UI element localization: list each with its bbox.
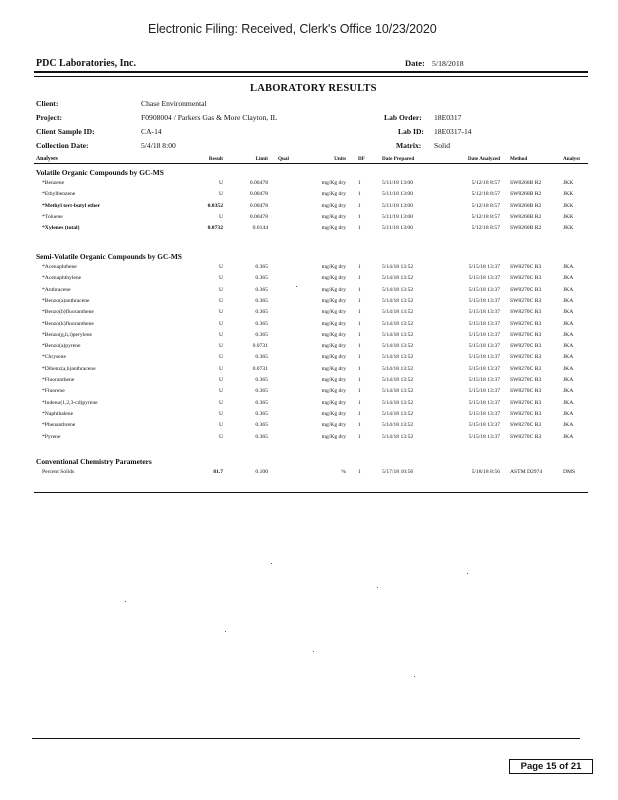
cell-analyst: JKK [563,191,574,198]
cell-df: 1 [358,422,361,429]
cell-result: U [218,343,223,350]
client-value: Chase Environmental [141,99,207,108]
cell-result: U [218,399,223,406]
project-value: F0908004 / Parkers Gas & More Clayton, IL [141,113,278,122]
cell-result: U [218,410,223,417]
cell-analysis: *Benzo(a)pyrene [42,343,81,350]
cell-analysis: *Benzene [42,180,65,186]
cell-limit: 0.0144 [252,225,268,232]
section-title: Conventional Chemistry Parameters [36,457,152,466]
cell-method: SW8270C R3 [510,365,542,372]
cell-limit: 0.365 [255,320,268,327]
cell-analyst: JKA [563,410,574,417]
cell-date-prepared: 5/14/18 13:52 [382,410,414,417]
project-label: Project: [36,113,62,122]
cell-units: mg/Kg dry [321,433,346,440]
cell-limit: 0.365 [255,354,268,361]
column-header-method: Method [510,156,528,162]
cell-date-prepared: 5/14/18 13:52 [382,264,414,270]
cell-analyst: JKA [563,422,574,429]
cell-df: 1 [358,286,361,293]
cell-result: U [218,297,223,304]
company-name: PDC Laboratories, Inc. [36,58,136,69]
cell-date-prepared: 5/11/18 13:00 [382,191,414,198]
cell-units: mg/Kg dry [321,365,346,372]
cell-analysis: *Ethylbenzene [42,191,76,198]
column-header-date-analyzed: Date Analyzed [467,156,500,162]
cell-df: 1 [358,225,361,232]
column-header-analyst: Analyst [563,156,581,162]
cell-df: 1 [358,354,361,361]
cell-units: mg/Kg dry [321,399,346,406]
cell-units: mg/Kg dry [321,343,346,350]
client-label: Client: [36,99,59,108]
cell-result: U [218,180,223,186]
cell-df: 1 [358,433,361,440]
cell-method: SW8270C R3 [510,331,542,338]
cell-date-analyzed: 5/15/18 13:37 [468,309,500,316]
collection-date-value: 5/4/18 8:00 [141,141,176,150]
cell-df: 1 [358,388,361,395]
cell-date-prepared: 5/14/18 13:52 [382,275,414,282]
cell-units: mg/Kg dry [321,213,346,220]
cell-result: U [218,191,223,198]
section-title: Semi-Volatile Organic Compounds by GC-MS [36,252,182,261]
footer-rule [32,738,580,739]
cell-date-analyzed: 5/12/18 8:57 [471,225,500,232]
cell-date-analyzed: 5/12/18 8:57 [471,191,500,198]
cell-limit: 0.365 [255,309,268,316]
cell-analyst: JKA [563,297,574,304]
cell-date-prepared: 5/14/18 13:52 [382,399,414,406]
cell-units: mg/Kg dry [321,286,346,293]
column-header-date-prepared: Date Prepared [382,156,415,162]
cell-limit: 0.365 [255,410,268,417]
cell-analysis: *Benzo(g,h,i)perylene [42,331,93,338]
cell-date-analyzed: 5/12/18 8:57 [471,202,500,209]
cell-analysis: *Acenaphthene [42,264,77,270]
cell-analyst: JKA [563,354,574,361]
cell-method: SW8260B R2 [510,202,542,209]
cell-method: SW8260B R2 [510,180,542,186]
cell-analysis: *Acenaphthylene [42,275,82,282]
cell-analyst: JKA [563,275,574,282]
cell-analyst: JKA [563,320,574,327]
cell-result: U [218,264,223,270]
cell-df: 1 [358,377,361,383]
scan-speck [414,676,415,677]
cell-analyst: JKK [563,213,574,220]
cell-date-analyzed: 5/12/18 8:57 [471,180,500,186]
cell-date-prepared: 5/14/18 13:52 [382,433,414,440]
cell-units: mg/Kg dry [321,309,346,316]
cell-date-prepared: 5/11/18 13:00 [382,213,414,220]
cell-df: 1 [358,297,361,304]
cell-limit: 0.100 [255,469,268,475]
cell-date-analyzed: 5/15/18 13:37 [468,320,500,327]
cell-result: U [218,331,223,338]
cell-date-prepared: 5/14/18 13:52 [382,297,414,304]
cell-analysis: *Anthracene [42,286,71,293]
column-header-qual: Qual [278,156,289,162]
cell-date-analyzed: 5/15/18 13:37 [468,264,500,270]
cell-result: U [218,354,223,361]
cell-analysis: *Fluoranthene [42,377,75,383]
cell-method: SW8260B R2 [510,225,542,232]
cell-units: mg/Kg dry [321,410,346,417]
cell-date-analyzed: 5/15/18 13:37 [468,297,500,304]
cell-units: mg/Kg dry [321,275,346,282]
cell-limit: 0.365 [255,275,268,282]
cell-limit: 0.00478 [249,180,268,186]
matrix-label: Matrix: [396,141,422,150]
cell-date-prepared: 5/14/18 13:52 [382,365,414,372]
cell-units: mg/Kg dry [321,180,346,186]
column-header-df: DF [358,156,365,162]
cell-limit: 0.00478 [249,191,268,198]
cell-analyst: JKA [563,331,574,338]
cell-date-analyzed: 5/15/18 13:37 [468,331,500,338]
scan-speck [467,573,468,574]
cell-analysis: *Benzo(k)fluoranthene [42,320,94,327]
sample-id-label: Client Sample ID: [36,127,95,136]
cell-analysis: *Benzo(b)fluoranthene [42,309,94,316]
cell-df: 1 [358,202,361,209]
cell-result: 0.0732 [207,225,223,232]
cell-limit: 0.365 [255,399,268,406]
cell-limit: 0.365 [255,422,268,429]
cell-date-analyzed: 5/15/18 13:37 [468,286,500,293]
column-header-limit: Limit [255,156,268,162]
cell-limit: 0.365 [255,264,268,270]
cell-date-analyzed: 5/18/18 8:56 [471,469,500,475]
cell-analyst: JKA [563,286,574,293]
cell-analysis: Percent Solids [42,469,75,475]
sample-id-value: CA-14 [141,127,162,136]
cell-method: SW8270C R3 [510,309,542,316]
cell-analysis: *Naphthalene [42,410,74,417]
cell-result: U [218,422,223,429]
cell-date-prepared: 5/14/18 13:52 [382,377,414,383]
cell-analysis: *Indeno(1,2,3-cd)pyrene [42,399,98,406]
cell-units: % [341,469,346,475]
cell-method: SW8270C R3 [510,354,542,361]
scan-speck [271,563,272,564]
cell-date-prepared: 5/14/18 13:52 [382,286,414,293]
cell-result: U [218,320,223,327]
cell-units: mg/Kg dry [321,331,346,338]
cell-analysis: *Xylenes (total) [42,225,80,232]
cell-analyst: JKA [563,343,574,350]
cell-limit: 0.00478 [249,213,268,220]
cell-limit: 0.365 [255,388,268,395]
cell-analysis: *Phenanthrene [42,422,76,429]
cell-method: SW8260B R2 [510,213,542,220]
cell-analyst: JKA [563,365,574,372]
cell-analyst: JKA [563,264,574,270]
collection-date-label: Collection Date: [36,141,89,150]
cell-df: 1 [358,275,361,282]
cell-date-analyzed: 5/15/18 13:37 [468,422,500,429]
cell-analyst: JKA [563,388,574,395]
lab-order-value: 18E0317 [434,113,462,122]
cell-date-prepared: 5/11/18 13:00 [382,202,414,209]
cell-analysis: *Dibenz(a,h)anthracene [42,365,96,372]
cell-method: SW8270C R3 [510,264,542,270]
cell-analyst: JKA [563,399,574,406]
cell-analyst: DMS [563,469,576,475]
cell-units: mg/Kg dry [321,225,346,232]
cell-limit: 0.365 [255,433,268,440]
cell-limit: 0.365 [255,297,268,304]
cell-df: 1 [358,331,361,338]
cell-date-prepared: 5/14/18 13:52 [382,343,414,350]
cell-limit: 0.0731 [252,365,268,372]
cell-analysis: *Fluorene [42,388,65,395]
cell-analyst: JKK [563,202,574,209]
cell-analyst: JKK [563,180,574,186]
cell-units: mg/Kg dry [321,264,346,270]
cell-method: SW8270C R3 [510,388,542,395]
cell-df: 1 [358,343,361,350]
scan-speck [313,651,314,652]
cell-limit: 0.365 [255,286,268,293]
cell-result: 81.7 [213,469,223,475]
cell-limit: 0.365 [255,377,268,383]
cell-df: 1 [358,399,361,406]
cell-method: SW8270C R3 [510,422,542,429]
cell-method: SW8260B R2 [510,191,542,198]
cell-df: 1 [358,365,361,372]
header-rule-thin [34,76,588,77]
cell-date-analyzed: 5/15/18 13:37 [468,399,500,406]
cell-limit: 0.0731 [252,343,268,350]
cell-df: 1 [358,410,361,417]
cell-analysis: *Benzo(a)anthracene [42,297,90,304]
cell-df: 1 [358,180,361,186]
cell-date-analyzed: 5/15/18 13:37 [468,410,500,417]
cell-result: U [218,433,223,440]
cell-date-analyzed: 5/15/18 13:37 [468,343,500,350]
cell-result: U [218,309,223,316]
table-end-rule [34,492,588,493]
cell-date-analyzed: 5/15/18 13:37 [468,388,500,395]
lab-id-value: 18E0317-14 [434,127,472,136]
cell-result: U [218,365,223,372]
cell-limit: 0.00478 [249,202,268,209]
cell-date-analyzed: 5/12/18 8:57 [471,213,500,220]
cell-date-prepared: 5/14/18 13:52 [382,331,414,338]
cell-method: SW8270C R3 [510,399,542,406]
filing-stamp: Electronic Filing: Received, Clerk's Office 10/23/2020 [148,22,437,36]
cell-units: mg/Kg dry [321,297,346,304]
cell-date-prepared: 5/14/18 13:52 [382,388,414,395]
column-header-units: Units [334,156,346,162]
cell-result: U [218,286,223,293]
cell-date-analyzed: 5/15/18 13:37 [468,433,500,440]
cell-units: mg/Kg dry [321,388,346,395]
cell-date-analyzed: 5/15/18 13:37 [468,365,500,372]
cell-df: 1 [358,469,361,475]
cell-method: SW8270C R3 [510,286,542,293]
cell-method: SW8270C R3 [510,320,542,327]
cell-analyst: JKA [563,309,574,316]
cell-analysis: *Methyl tert-butyl ether [42,202,101,209]
page-number: Page 15 of 21 [509,759,593,774]
cell-analysis: *Toluene [42,213,63,220]
cell-result: 0.0352 [207,202,223,209]
column-header-rule [34,163,588,164]
cell-date-prepared: 5/14/18 13:52 [382,354,414,361]
cell-result: U [218,275,223,282]
cell-df: 1 [358,264,361,270]
cell-units: mg/Kg dry [321,354,346,361]
cell-method: SW8270C R3 [510,297,542,304]
cell-df: 1 [358,191,361,198]
column-header-analysis: Analyses [36,156,58,162]
report-date: 5/18/2018 [432,59,464,68]
cell-result: U [218,388,223,395]
cell-analysis: *Chrysene [42,354,66,361]
cell-units: mg/Kg dry [321,377,346,383]
cell-date-analyzed: 5/15/18 13:37 [468,275,500,282]
scan-speck [225,631,226,632]
cell-method: SW8270C R3 [510,377,542,383]
cell-date-prepared: 5/17/18 10:56 [382,469,414,475]
cell-result: U [218,213,223,220]
cell-analyst: JKA [563,433,574,440]
section-title: Volatile Organic Compounds by GC-MS [36,168,164,177]
cell-date-prepared: 5/14/18 13:52 [382,422,414,429]
cell-date-prepared: 5/14/18 13:52 [382,309,414,316]
scan-speck [125,601,126,602]
cell-date-analyzed: 5/15/18 13:37 [468,377,500,383]
cell-limit: 0.365 [255,331,268,338]
cell-units: mg/Kg dry [321,191,346,198]
cell-method: SW8270C R3 [510,343,542,350]
cell-units: mg/Kg dry [321,422,346,429]
cell-df: 1 [358,213,361,220]
cell-units: mg/Kg dry [321,320,346,327]
scan-speck [296,286,297,287]
lab-id-label: Lab ID: [398,127,424,136]
matrix-value: Solid [434,141,451,150]
cell-method: ASTM D2974 [510,469,543,475]
cell-date-prepared: 5/11/18 13:00 [382,225,414,232]
cell-date-analyzed: 5/15/18 13:37 [468,354,500,361]
cell-analyst: JKA [563,377,574,383]
cell-units: mg/Kg dry [321,202,346,209]
header-rule-thick [34,71,588,73]
cell-df: 1 [358,309,361,316]
cell-method: SW8270C R3 [510,433,542,440]
cell-date-prepared: 5/11/18 13:00 [382,180,414,186]
report-title: LABORATORY RESULTS [250,83,377,94]
column-header-result: Result [208,156,223,162]
cell-analyst: JKK [563,225,574,232]
cell-analysis: *Pyrene [42,433,61,440]
lab-order-label: Lab Order: [384,113,422,122]
cell-date-prepared: 5/14/18 13:52 [382,320,414,327]
cell-method: SW8270C R3 [510,275,542,282]
scan-speck [377,587,378,588]
cell-result: U [218,377,223,383]
cell-df: 1 [358,320,361,327]
date-label: Date: [405,58,425,68]
cell-method: SW8270C R3 [510,410,542,417]
